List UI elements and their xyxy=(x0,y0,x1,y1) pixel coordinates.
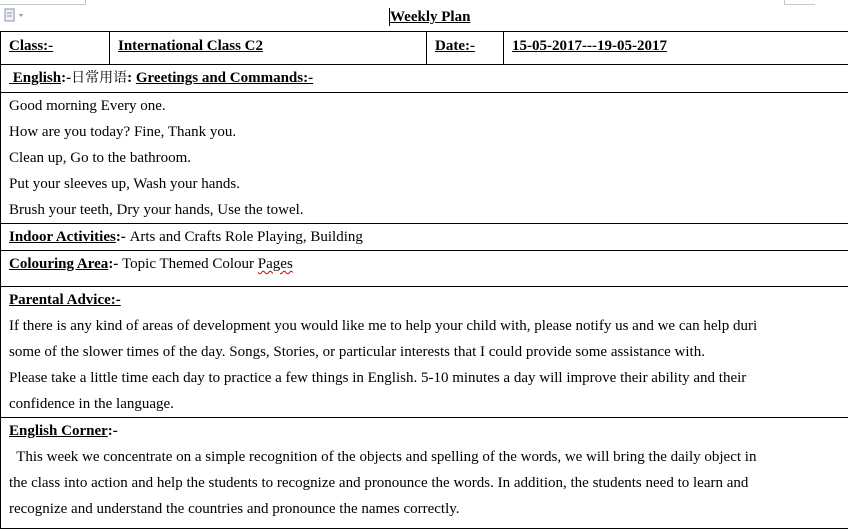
corner-line: the class into action and help the students to recognize and pronounce the words. In addition, the students need to learn and xyxy=(9,470,848,496)
weekly-plan-table xyxy=(0,31,848,529)
parental-line: some of the slower times of the day. Songs, Stories, or particular interests that I could provide some assistance with. xyxy=(9,339,848,365)
english-line: Put your sleeves up, Wash your hands. xyxy=(9,171,848,197)
english-separator: :- xyxy=(61,70,71,86)
class-value-cell[interactable] xyxy=(110,32,427,65)
english-cjk-label: 日常用语 xyxy=(71,70,127,86)
corner-cell[interactable] xyxy=(1,418,848,529)
colouring-text-squiggle: Pages xyxy=(258,256,293,272)
colouring-line xyxy=(9,251,848,277)
indoor-cell[interactable] xyxy=(1,224,848,251)
parental-cell[interactable] xyxy=(1,287,848,418)
header-row xyxy=(1,32,848,65)
colouring-row xyxy=(1,251,848,287)
english-heading-cell[interactable] xyxy=(1,65,848,93)
colouring-separator: :- xyxy=(108,256,122,272)
indoor-label: Indoor Activities xyxy=(9,229,116,245)
indoor-separator: :- xyxy=(116,229,130,245)
colouring-text: Topic Themed Colour xyxy=(122,256,258,272)
date-label: Date:- xyxy=(435,38,475,54)
english-heading-line xyxy=(9,65,848,91)
indoor-line xyxy=(9,224,848,250)
date-label-cell[interactable] xyxy=(427,32,504,65)
corner-line: This week we concentrate on a simple recognition of the objects and spelling of the words, we will bring the daily object in xyxy=(9,444,848,470)
english-line: Good morning Every one. xyxy=(9,93,848,119)
english-heading: Greetings and Commands:- xyxy=(136,70,313,86)
english-label: English xyxy=(13,70,61,86)
english-lines-cell[interactable] xyxy=(1,93,848,224)
english-line: Clean up, Go to the bathroom. xyxy=(9,145,848,171)
parental-line: Please take a little time each day to practice a few things in English. 5-10 minutes a day will improve their ability and their xyxy=(9,365,848,391)
indoor-row xyxy=(1,224,848,251)
indoor-text: Arts and Crafts Role Playing, Building xyxy=(130,229,363,245)
title-row xyxy=(0,0,848,31)
class-label: Class:- xyxy=(9,38,53,54)
parental-line: confidence in the language. xyxy=(9,391,848,417)
colouring-cell[interactable] xyxy=(1,251,848,287)
parental-line: If there is any kind of areas of development you would like me to help your child with, please notify us and we can help duri xyxy=(9,313,848,339)
colouring-label: Colouring Area xyxy=(9,256,108,272)
document-title[interactable]: Weekly Plan xyxy=(390,9,470,26)
english-line: How are you today? Fine, Thank you. xyxy=(9,119,848,145)
english-lines-row xyxy=(1,93,848,224)
english-colon: : xyxy=(127,70,136,86)
english-line: Brush your teeth, Dry your hands, Use the towel. xyxy=(9,197,848,223)
corner-separator: :- xyxy=(108,423,118,439)
english-heading-row xyxy=(1,65,848,93)
class-label-cell[interactable] xyxy=(1,32,110,65)
corner-row xyxy=(1,418,848,529)
corner-heading-line xyxy=(9,418,848,444)
parental-row xyxy=(1,287,848,418)
date-value-cell[interactable] xyxy=(504,32,848,65)
corner-line: recognize and understand the countries and pronounce the names correctly. xyxy=(9,496,848,522)
date-value: 15-05-2017---19-05-2017 xyxy=(512,38,667,54)
corner-label: English Corner xyxy=(9,423,108,439)
class-value: International Class C2 xyxy=(118,38,263,54)
parental-heading: Parental Advice:- xyxy=(9,287,848,313)
